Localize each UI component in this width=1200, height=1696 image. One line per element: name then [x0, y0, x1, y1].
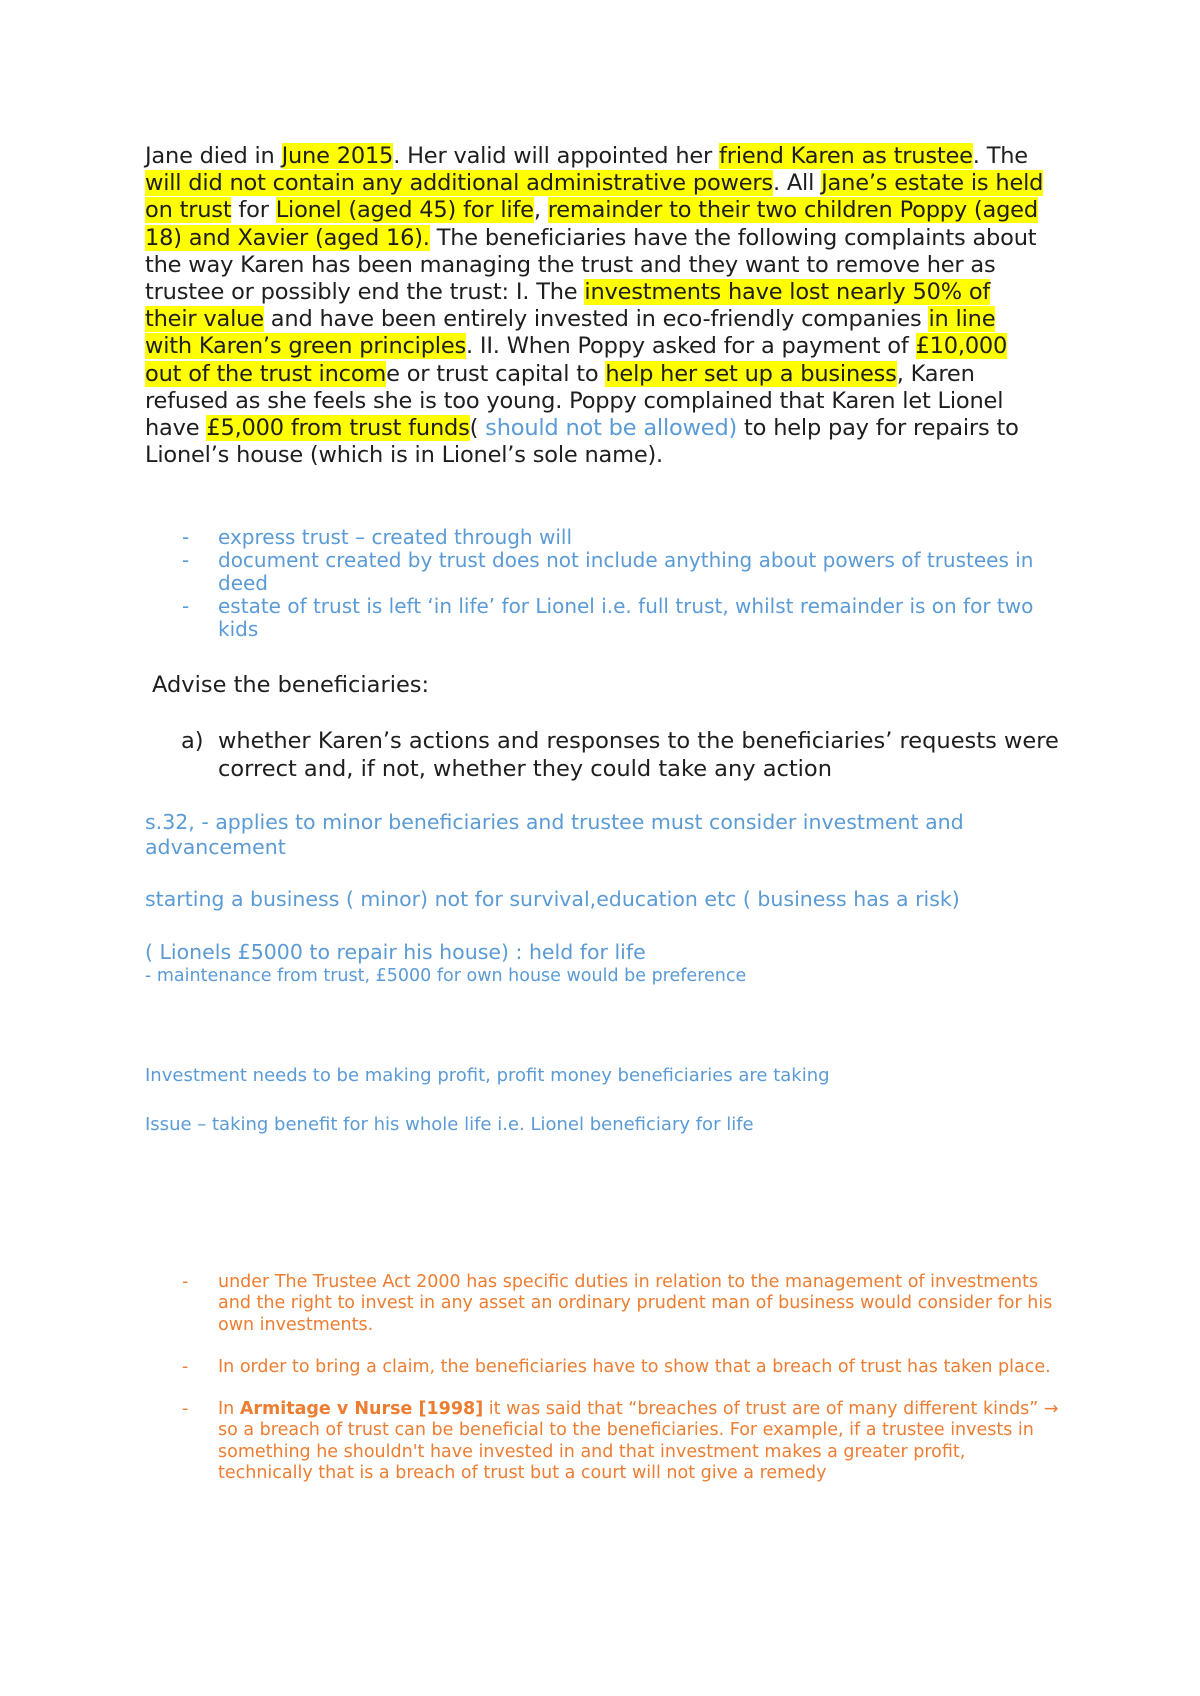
- highlighted-text: £5,000 from trust funds: [206, 415, 470, 442]
- list-item-text: express trust – created through will: [218, 525, 572, 549]
- question-a: [181, 727, 1061, 783]
- highlighted-text: in line with Karen’s green principles: [145, 306, 996, 360]
- problem-text: . All: [772, 170, 822, 197]
- bullet-marker: -: [182, 1272, 189, 1292]
- highlighted-text: Jane’s estate is held on trust: [145, 170, 1044, 224]
- note-s32: s.32, - applies to minor beneficiaries and trustee must consider investment and advancement: [145, 810, 964, 859]
- note-maintenance: - maintenance from trust, £5000 for own house would be preference: [145, 966, 747, 986]
- note-business: starting a business ( minor) not for survival,education etc ( business has a risk): [145, 887, 960, 911]
- problem-text: . The: [972, 143, 1028, 169]
- list-item: [145, 1399, 1065, 1484]
- problem-text: ,: [533, 197, 548, 224]
- list-item: [145, 1272, 1065, 1336]
- case-name: Armitage v Nurse [1998]: [239, 1399, 484, 1420]
- highlighted-text: £10,000 out of the trust incom: [145, 333, 1008, 387]
- problem-text: . Her valid will appointed her: [393, 143, 720, 169]
- highlighted-text: remainder to their two children Poppy (aged 18) and Xavier (aged 16).: [145, 197, 1038, 251]
- list-item: [145, 549, 1065, 595]
- bullet-marker: -: [182, 548, 190, 572]
- bullet-marker: -: [182, 525, 190, 549]
- question-label: a): [181, 728, 204, 754]
- problem-paragraph: [145, 143, 1045, 469]
- bullet-marker: -: [182, 594, 190, 618]
- list-item-text: In: [218, 1399, 240, 1420]
- highlighted-text: Lionel (aged 45) for life: [275, 197, 534, 224]
- advise-heading: Advise the beneficiaries:: [152, 672, 430, 698]
- trustee-act-bullet-list: [145, 1272, 1065, 1505]
- problem-text: for: [231, 197, 276, 224]
- list-item-text: estate of trust is left ‘in life’ for Lionel i.e. full trust, whilst remainder is on for two kids: [218, 594, 1034, 641]
- list-item: [145, 595, 1065, 641]
- list-item-text: it was said that “breaches of trust are of many different kinds” → so a breach of trust can be beneficial to the beneficiaries. For example, if a trustee invests in something he shouldn't have invested in and that investment makes a greater profit, technically that is a breach of trust but a court will not give a remedy: [218, 1399, 1059, 1484]
- note-issue: Issue – taking benefit for his whole life i.e. Lionel beneficiary for life: [145, 1114, 754, 1135]
- list-item: [145, 526, 1065, 549]
- question-text: whether Karen’s actions and responses to the beneficiaries’ requests were correct and, if not, whether they could take any action: [218, 728, 1059, 782]
- bullet-marker: -: [182, 1356, 189, 1377]
- note-lionel: ( Lionels £5000 to repair his house) : held for life: [145, 940, 646, 964]
- problem-text: , Karen refused as she feels she is too young. Poppy complained that Karen let Lionel have: [145, 360, 1004, 442]
- problem-text: and have been entirely invested in eco-friendly companies: [263, 306, 929, 333]
- problem-text: Jane died in: [145, 143, 282, 169]
- problem-text: The beneficiaries have the following complaints about the way Karen has been managing the trust and they want to remove her as trustee or possibly end the trust: I. The: [145, 224, 1037, 306]
- annotation-text: should not be allowed): [478, 415, 738, 442]
- notes-bullet-list: [145, 526, 1065, 641]
- list-item-text: document created by trust does not include anything about powers of trustees in deed: [218, 548, 1034, 595]
- highlighted-text: will did not contain any additional administrative powers: [145, 170, 773, 197]
- note-investment: Investment needs to be making profit, profit money beneficiaries are taking: [145, 1065, 830, 1086]
- problem-text: . II. When Poppy asked for a payment of: [466, 333, 916, 360]
- problem-text: (: [469, 415, 479, 442]
- problem-text: to help pay for repairs to Lionel’s house (which is in Lionel’s sole name).: [145, 415, 1019, 469]
- bullet-marker: -: [182, 1399, 189, 1420]
- list-item: [145, 1357, 1065, 1378]
- highlighted-text: investments have lost nearly 50% of their value: [145, 279, 991, 333]
- list-item-text: In order to bring a claim, the beneficiaries have to show that a breach of trust has taken place.: [218, 1356, 1051, 1377]
- list-item-text: under The Trustee Act 2000 has specific duties in relation to the management of investments and the right to invest in any asset an ordinary prudent man of business would consider for his own investments.: [218, 1272, 1053, 1335]
- highlighted-text: help her set up a business: [605, 360, 897, 387]
- highlighted-text: friend Karen as trustee: [719, 143, 973, 169]
- highlighted-text: June 2015: [281, 143, 394, 169]
- problem-text: e or trust capital to: [386, 360, 606, 387]
